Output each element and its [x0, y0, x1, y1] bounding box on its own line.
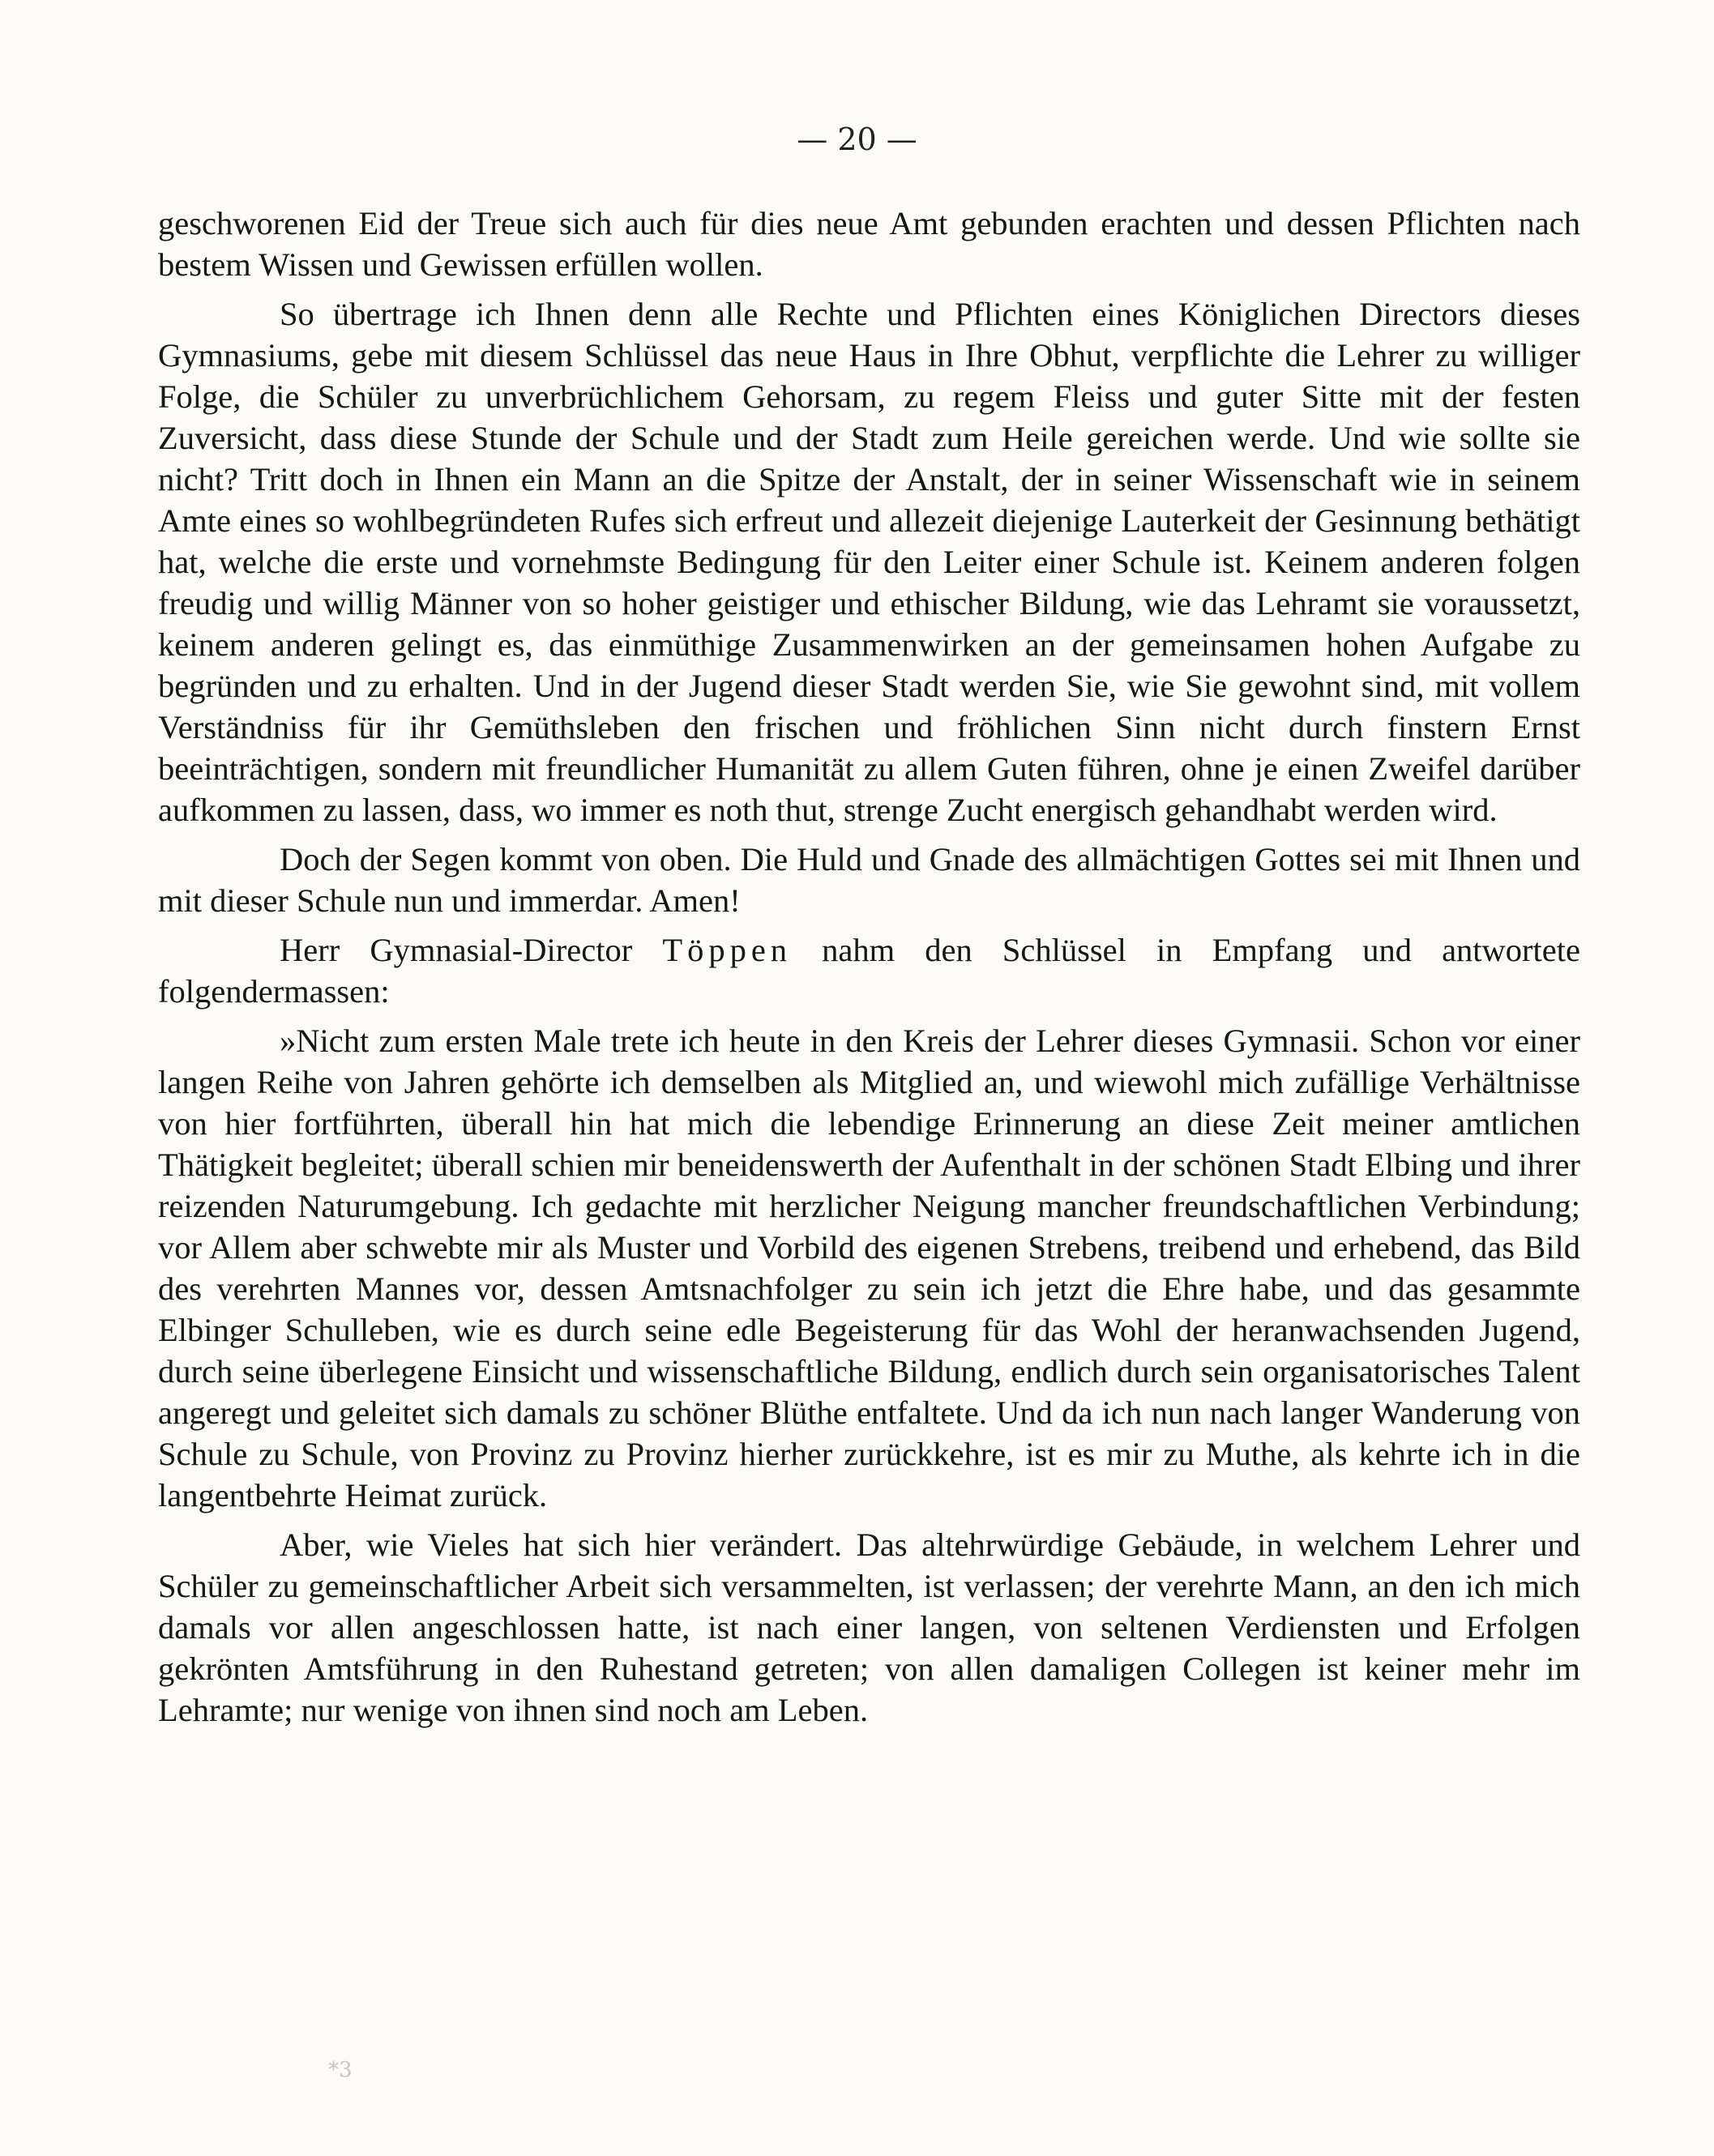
body-text	[158, 203, 1580, 1739]
paragraph-speech-changes: Aber, wie Vieles hat sich hier verändert. Das altehrwürdige Gebäude, in welchem Lehrer und Schüler zu gemeinschaftlicher Arbeit sich versammelten, ist verlassen; der verehrte Mann, an den ich mich damals vor allen angeschlossen hatte, ist nach einer langen, von seltenen Verdiensten und Erfolgen gekrönten Amtsführung in den Ruhestand getreten; von allen damaligen Collegen ist keiner mehr im Lehramte; nur wenige von ihnen sind noch am Leben.	[158, 1526, 1580, 1728]
signature-mark: *3	[328, 2058, 353, 2082]
reply-outro: nahm den Schlüssel in Empfang und antwortete folgendermassen:	[158, 932, 1580, 1010]
paragraph-blessing: Doch der Segen kommt von oben. Die Huld und Gnade des allmächtigen Gottes sei mit Ihnen und mit dieser Schule nun und immerdar. Amen!	[158, 841, 1580, 919]
reply-intro: Herr Gymnasial-Director	[280, 932, 633, 968]
paragraph-directors-rights: So übertrage ich Ihnen denn alle Rechte und Pflichten eines Königlichen Directors dieses Gymnasiums, gebe mit diesem Schlüssel das neue Haus in Ihre Obhut, verpflichte die Lehrer zu williger Folge, die Schüler zu unverbrüchlichem Gehorsam, zu regem Fleiss und guter Sitte mit der festen Zuversicht, dass diese Stunde der Schule und der Stadt zum Heile gereichen werde. Und wie sollte sie nicht? Tritt doch in Ihnen ein Mann an die Spitze der Anstalt, der in seiner Wissenschaft wie in seinem Amte eines so wohlbegründeten Rufes sich erfreut und allezeit diejenige Lauterkeit der Gesinnung bethätigt hat, welche die erste und vornehmste Bedingung für den Leiter einer Schule ist. Keinem anderen folgen freudig und willig Männer von so hoher geistiger und ethischer Bildung, wie das Lehramt sie voraussetzt, keinem anderen gelingt es, das einmüthige Zusammenwirken an der gemeinsamen hohen Aufgabe zu begründen und zu erhalten. Und in der Jugend dieser Stadt werden Sie, wie Sie gewohnt sind, mit vollem Verständniss für ihr Gemüthsleben den frischen und fröhlichen Sinn nicht durch finstern Ernst beeinträchtigen, sondern mit freundlicher Humanität zu allem Guten führen, ohne je einen Zweifel darüber aufkommen zu lassen, dass, wo immer es noth thut, strenge Zucht energisch gehandhabt werden wird.	[158, 296, 1580, 828]
paragraph-speech-start: »Nicht zum ersten Male trete ich heute in den Kreis der Lehrer dieses Gymnasii. Schon vor einer langen Reihe von Jahren gehörte ich demselben als Mitglied an, und wiewohl mich zufällige Verhältnisse von hier fortführten, überall hin hat mich die lebendige Erinnerung an diese Zeit meiner amtlichen Thätigkeit begleitet; überall schien mir beneidenswerth der Aufenthalt in der schönen Stadt Elbing und ihrer reizenden Naturumgebung. Ich gedachte mit herzlicher Neigung mancher freundschaftlichen Verbindung; vor Allem aber schwebte mir als Muster und Vorbild des eigenen Strebens, treibend und erhebend, das Bild des verehrten Mannes vor, dessen Amtsnachfolger zu sein ich jetzt die Ehre habe, und das gesammte Elbinger Schulleben, wie es durch seine edle Begeisterung für das Wohl der heranwachsenden Jugend, durch seine überlegene Einsicht und wissenschaftliche Bildung, endlich durch sein organisatorisches Talent angeregt und geleitet sich damals zu schöner Blüthe entfaltete. Und da ich nun nach langer Wanderung von Schule zu Schule, von Provinz zu Provinz hierher zurückkehre, ist es mir zu Muthe, als kehrte ich in die langentbehrte Heimat zurück.	[158, 1022, 1580, 1513]
paragraph-continuation: geschworenen Eid der Treue sich auch für dies neue Amt gebunden erachten und dessen Pflichten nach bestem Wissen und Gewissen erfüllen wollen.	[158, 205, 1580, 283]
page-number: — 20 —	[797, 122, 917, 157]
paragraph-toeppen-reply	[158, 929, 1580, 1012]
director-name: Töppen	[662, 932, 793, 968]
